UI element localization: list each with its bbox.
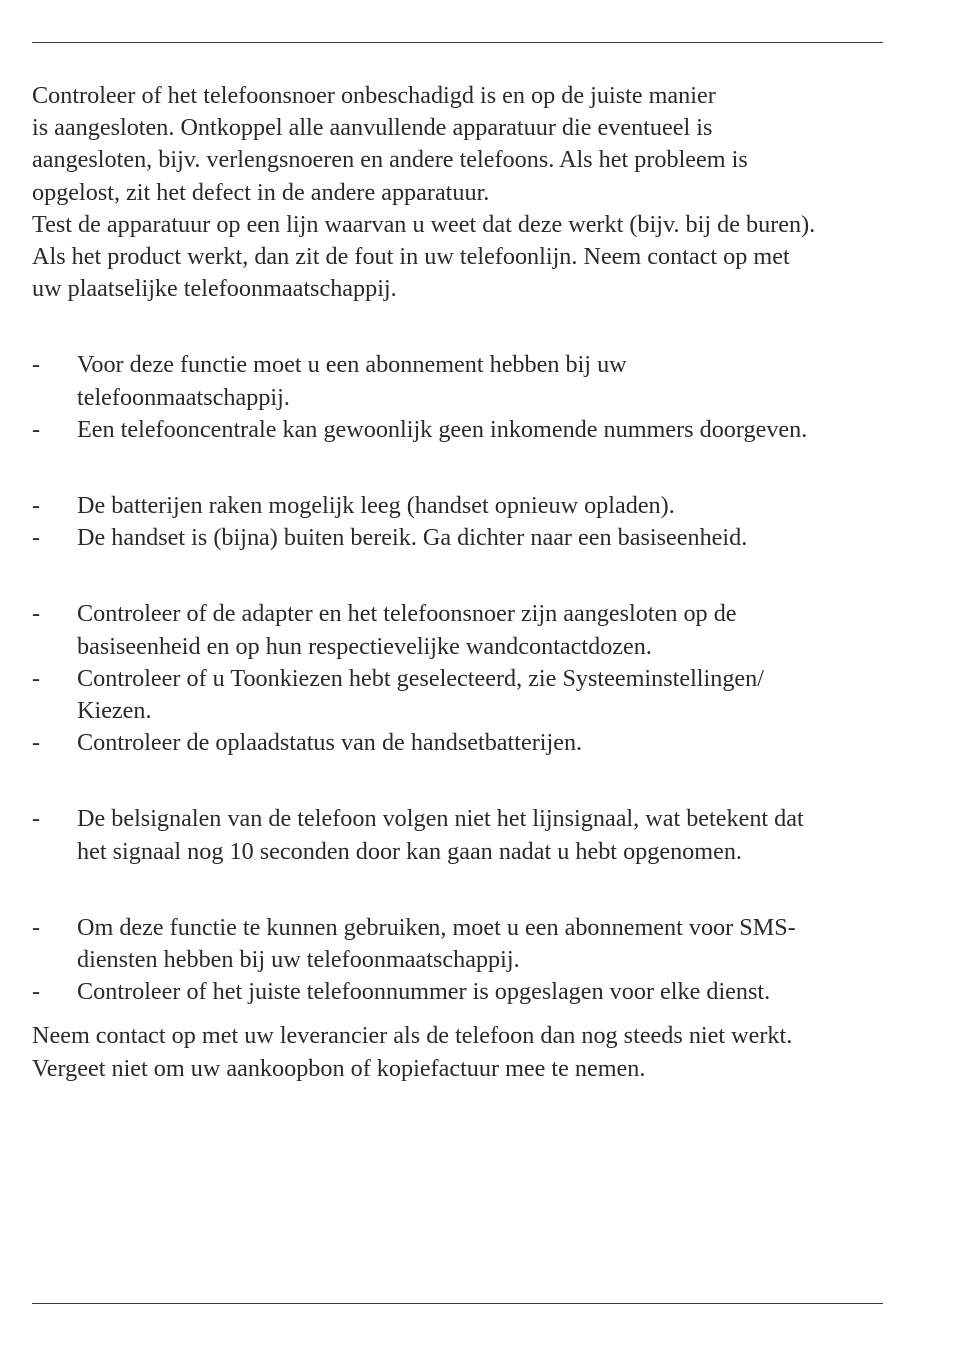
intro-line: Als het product werkt, dan zit de fout in uw telefoonlijn. Neem contact op met [32, 243, 790, 271]
bullet-line: telefoonmaatschappij. [77, 383, 290, 411]
intro-line: aangesloten, bijv. verlengsnoeren en andere telefoons. Als het probleem is [32, 146, 748, 174]
top-rule [32, 42, 883, 43]
bullet-item [32, 490, 892, 522]
bullet-item [32, 349, 892, 413]
bullet-line: Om deze functie te kunnen gebruiken, moet u een abonnement voor SMS- [77, 913, 796, 941]
bullet-group [32, 598, 892, 759]
bullet-line: diensten hebben bij uw telefoonmaatschappij. [77, 946, 520, 974]
bullet-dash: - [32, 913, 41, 941]
bullet-line: De batterijen raken mogelijk leeg (handset opnieuw opladen). [77, 492, 675, 520]
intro-line: is aangesloten. Ontkoppel alle aanvullende apparatuur die eventueel is [32, 114, 713, 142]
bullet-item [32, 414, 892, 446]
bullet-dash: - [32, 351, 41, 379]
document-body [32, 80, 892, 1085]
bullet-group [32, 349, 892, 446]
bullet-item [32, 598, 892, 662]
bullet-dash: - [32, 978, 41, 1006]
intro-paragraph [32, 80, 892, 305]
intro-line: Test de apparatuur op een lijn waarvan u weet dat deze werkt (bijv. bij de buren). [32, 210, 816, 238]
bullet-item [32, 976, 892, 1008]
bullet-line: Voor deze functie moet u een abonnement hebben bij uw [77, 351, 627, 379]
bullet-item [32, 522, 892, 554]
bullet-dash: - [32, 524, 41, 552]
intro-line: Controleer of het telefoonsnoer onbeschadigd is en op de juiste manier [32, 82, 716, 109]
bullet-group [32, 490, 892, 554]
bullet-line: De belsignalen van de telefoon volgen niet het lijnsignaal, wat betekent dat [77, 805, 804, 833]
bullet-dash: - [32, 492, 41, 520]
closing-line: Neem contact op met uw leverancier als de telefoon dan nog steeds niet werkt. [32, 1022, 793, 1050]
bullet-item [32, 803, 892, 867]
bullet-group [32, 803, 892, 867]
bullet-dash: - [32, 664, 41, 692]
intro-line: uw plaatselijke telefoonmaatschappij. [32, 275, 397, 303]
bullet-line: basiseenheid en op hun respectievelijke wandcontactdozen. [77, 632, 652, 660]
closing-line: Vergeet niet om uw aankoopbon of kopiefactuur mee te nemen. [32, 1054, 646, 1082]
bottom-rule [32, 1303, 883, 1304]
bullet-dash: - [32, 805, 41, 833]
bullet-line: Controleer of het juiste telefoonnummer is opgeslagen voor elke dienst. [77, 978, 771, 1006]
intro-line: opgelost, zit het defect in de andere apparatuur. [32, 178, 490, 206]
closing-paragraph [32, 1020, 892, 1084]
bullet-line: Kiezen. [77, 697, 152, 725]
bullet-group [32, 912, 892, 1009]
bullet-dash: - [32, 600, 41, 628]
bullet-line: De handset is (bijna) buiten bereik. Ga dichter naar een basiseenheid. [77, 524, 748, 552]
bullet-line: Controleer de oplaadstatus van de handsetbatterijen. [77, 729, 583, 757]
bullet-line: Controleer of u Toonkiezen hebt geselecteerd, zie Systeeminstellingen/ [77, 664, 764, 692]
bullet-item [32, 727, 892, 759]
bullet-item [32, 912, 892, 976]
bullet-line: het signaal nog 10 seconden door kan gaan nadat u hebt opgenomen. [77, 837, 742, 865]
bullet-line: Controleer of de adapter en het telefoonsnoer zijn aangesloten op de [77, 600, 737, 628]
bullet-item [32, 663, 892, 727]
bullet-line: Een telefooncentrale kan gewoonlijk geen inkomende nummers doorgeven. [77, 415, 808, 443]
bullet-dash: - [32, 415, 41, 443]
bullet-dash: - [32, 729, 41, 757]
